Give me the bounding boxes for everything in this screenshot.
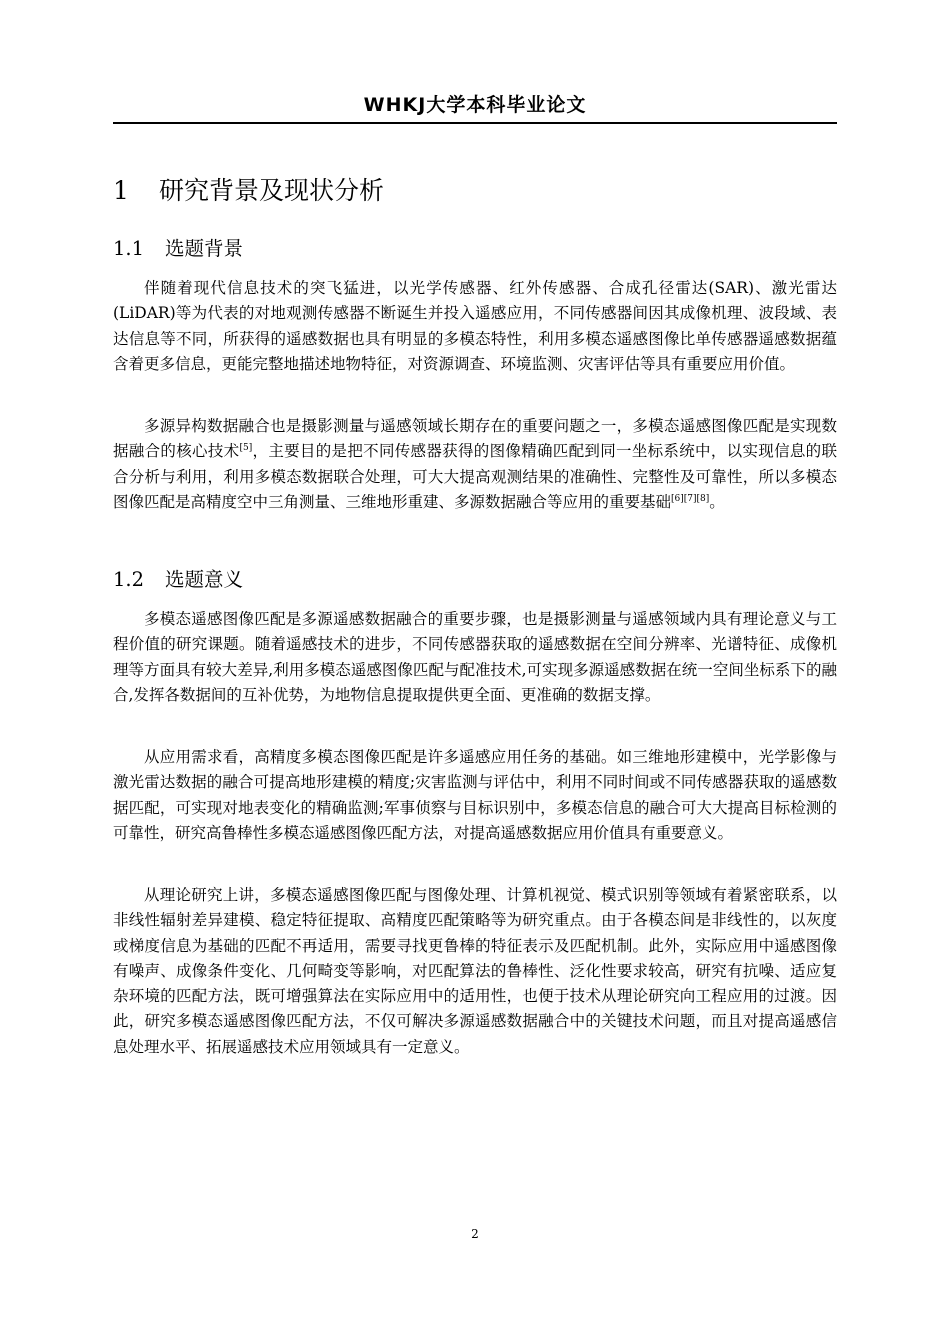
page-number: 2 — [471, 1227, 479, 1241]
chapter-number: 1 — [113, 176, 129, 205]
section-title: 选题意义 — [165, 568, 244, 591]
header-rule — [113, 122, 837, 124]
chapter-title: 研究背景及现状分析 — [159, 176, 385, 205]
citation: [5] — [239, 443, 253, 454]
section-number: 1.1 — [113, 237, 145, 260]
paragraph-significance-2: 从应用需求看，高精度多模态图像匹配是许多遥感应用任务的基础。如三维地形建模中，光学影像与激光雷达数据的融合可提高地形建模的精度;灾害监测与评估中，利用不同时间或不同传感器获取的遥感数据匹配，可实现对地表变化的精确监测;军事侦察与目标识别中，多模态信息的融合可大大提高目标检测的可靠性，研究高鲁棒性多模态遥感图像匹配方法，对提高遥感数据应用价值具有重要意义。 — [113, 748, 837, 842]
section-heading-1-2 — [113, 567, 243, 593]
paragraph-text: 。 — [709, 492, 725, 511]
paragraph-text: 多源异构数据融合也是摄影测量与遥感领域长期存在的重要问题之一，多模态遥感图像匹配是实现数据融合的核心技术 — [113, 417, 837, 461]
paragraph-background-1: 伴随着现代信息技术的突飞猛进，以光学传感器、红外传感器、合成孔径雷达(SAR)、激光雷达(LiDAR)等为代表的对地观测传感器不断诞生并投入遥感应用，不同传感器间因其成像机理、波段域、表达信息等不同，所获得的遥感数据也具有明显的多模态特性，利用多模态遥感图像比单传感器遥感数据蕴含着更多信息，更能完整地描述地物特征，对资源调查、环境监测、灾害评估等具有重要应用价值。 — [113, 279, 837, 373]
paragraph-background-2 — [113, 414, 837, 515]
running-header: WHKJ大学本科毕业论文 — [363, 94, 587, 116]
paragraph-significance-1: 多模态遥感图像匹配是多源遥感数据融合的重要步骤，也是摄影测量与遥感领域内具有理论意义与工程价值的研究课题。随着遥感技术的进步，不同传感器获取的遥感数据在空间分辨率、光谱特征、成像机理等方面具有较大差异,利用多模态遥感图像匹配与配准技术,可实现多源遥感数据在统一空间坐标系下的融合,发挥各数据间的互补优势，为地物信息提取提供更全面、更准确的数据支撑。 — [113, 610, 837, 704]
chapter-heading — [113, 175, 384, 207]
section-heading-1-1 — [113, 236, 243, 262]
paragraph-significance-3: 从理论研究上讲，多模态遥感图像匹配与图像处理、计算机视觉、模式识别等领域有着紧密联系，以非线性辐射差异建模、稳定特征提取、高精度匹配策略等为研究重点。由于各模态间是非线性的，以灰度或梯度信息为基础的匹配不再适用，需要寻找更鲁棒的特征表示及匹配机制。此外，实际应用中遥感图像有噪声、成像条件变化、几何畸变等影响，对匹配算法的鲁棒性、泛化性要求较高，研究有抗噪、适应复杂环境的匹配方法，既可增强算法在实际应用中的适用性，也便于技术从理论研究向工程应用的过渡。因此，研究多模态遥感图像匹配方法，不仅可解决多源遥感数据融合中的关键技术问题，而且对提高遥感信息处理水平、拓展遥感技术应用领域具有一定意义。 — [113, 886, 837, 1056]
section-title: 选题背景 — [165, 237, 244, 260]
citation: [6][7][8] — [671, 493, 710, 504]
section-number: 1.2 — [113, 568, 145, 591]
paragraph-text: ，主要目的是把不同传感器获得的图像精确匹配到同一坐标系统中，以实现信息的联合分析与利用，利用多模态数据联合处理，可大大提高观测结果的准确性、完整性及可靠性，所以多模态图像匹配是高精度空中三角测量、三维地形重建、多源数据融合等应用的重要基础 — [113, 442, 837, 511]
